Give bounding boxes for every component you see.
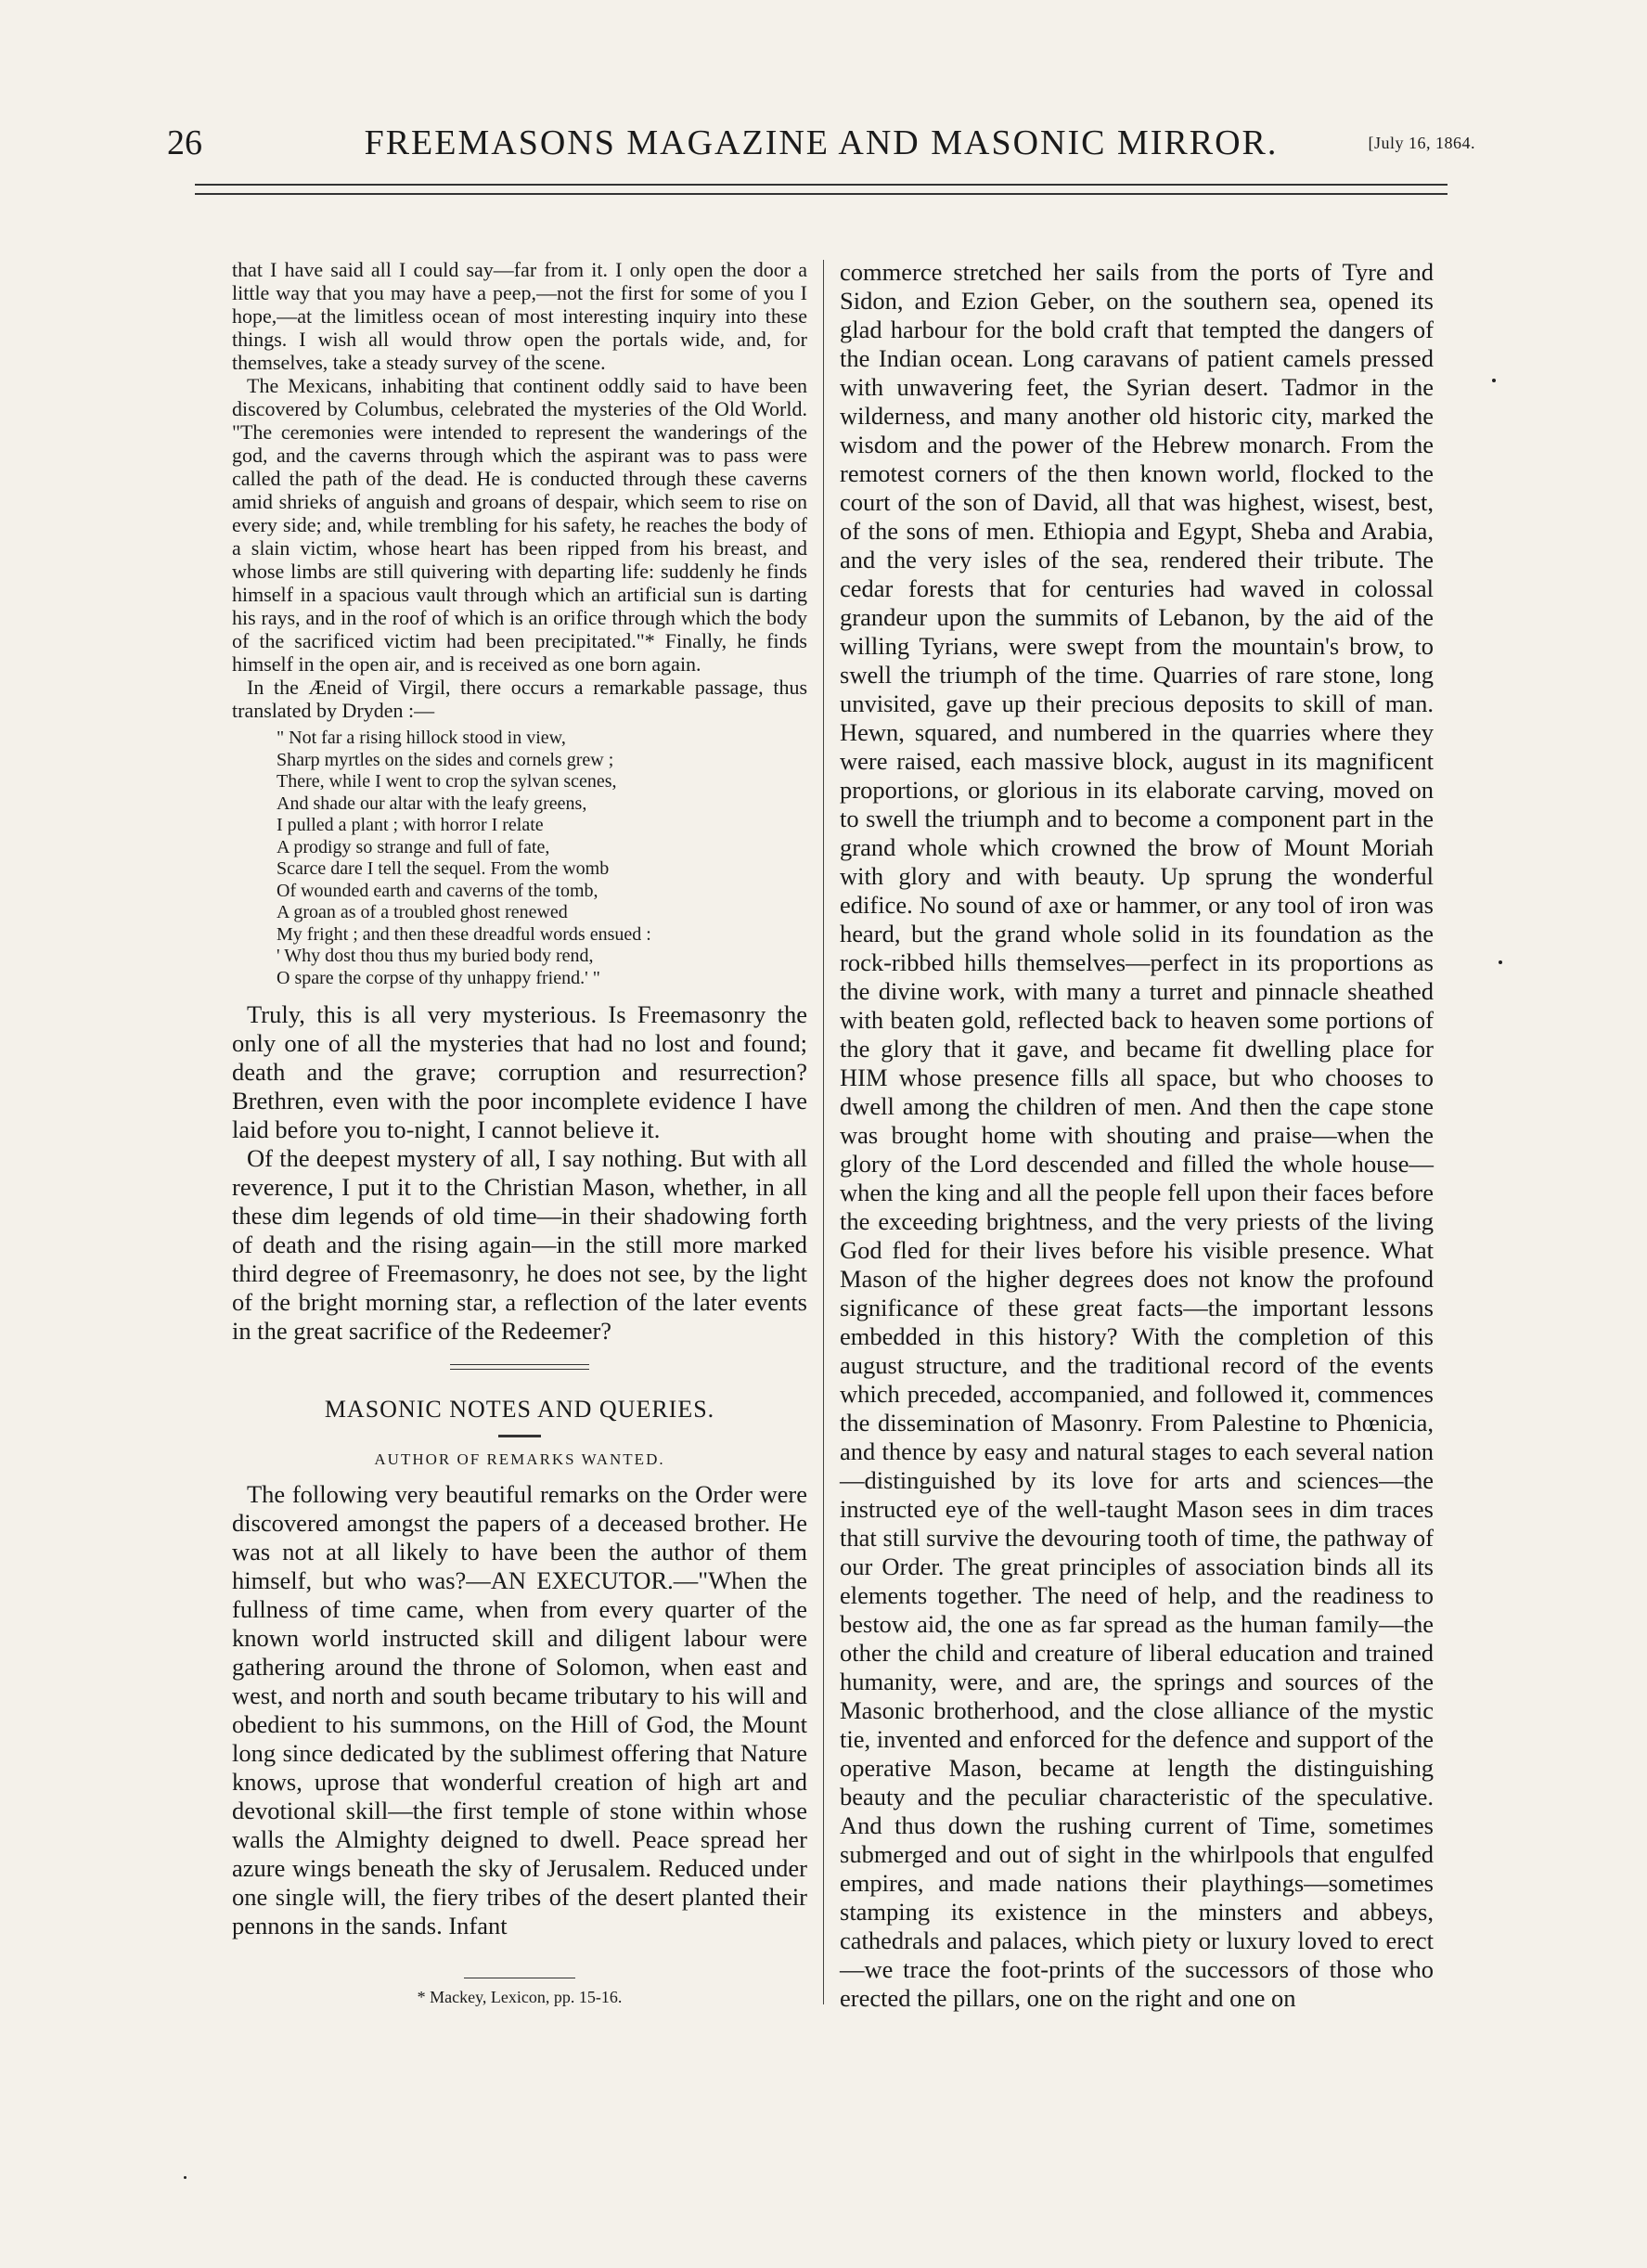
section-title: MASONIC NOTES AND QUERIES. — [324, 1396, 715, 1423]
poem-line: And shade our altar with the leafy greens, — [277, 793, 587, 814]
header-rule-bottom — [195, 193, 1448, 195]
notes-body — [232, 1480, 807, 1940]
paragraph: The Mexicans, inhabiting that continent oddly said to have been discovered by Columbus, celebrated the mysteries of the Old World. "The ceremonies were intended to represent the wanderings of the god, and the caverns through which the aspirant was to pass were called the path of the dead. He is conducted through these caverns amid shrieks of anguish and groans of despair, which seem to rise on every side; and, while trembling for his safety, he reaches the body of a slain victim, whose heart has been ripped from his breast, and whose limbs are still quivering with departing life: suddenly he finds himself in a spacious vault through which an artificial sun is darting his rays, and in the roof of which is an orifice through which the body of the sacrificed victim had been precipitated."* Finally, he finds himself in the open air, and is received as one born again. — [232, 374, 807, 676]
paragraph: that I have said all I could say—far from it. I only open the door a little way that you may have a peep,—not the first for some of you I hope,—at the limitless ocean of most interesting inquiry into these things. I wish all would throw open the portals wide, and, for themselves, take a steady survey of the scene. — [232, 258, 807, 374]
title-rule — [498, 1435, 541, 1437]
poem-line: Scarce dare I tell the sequel. From the womb — [277, 858, 610, 879]
poem-line: My fright ; and then these dreadful words ensued : — [277, 923, 651, 945]
poem-line: O spare the corpse of thy unhappy friend.' " — [277, 967, 600, 988]
article-continuation — [232, 258, 807, 722]
poem-line: There, while I went to crop the sylvan scenes, — [277, 771, 617, 792]
poem-line: Sharp myrtles on the sides and cornels grew ; — [277, 749, 614, 770]
page-number: 26 — [167, 123, 202, 162]
poem-line: Of wounded earth and caverns of the tomb, — [277, 880, 598, 901]
section-subheading: AUTHOR OF REMARKS WANTED. — [374, 1450, 665, 1468]
paragraph: commerce stretched her sails from the ports of Tyre and Sidon, and Ezion Geber, on the southern sea, opened its glad harbour for the bold craft that tempted the dangers of the Indian ocean. Long caravans of patient camels pressed with unwavering feet, the Syrian desert. Tadmor in the wilderness, and many another old historic city, marked the wisdom and the power of the Hebrew monarch. From the remotest corners of the then known world, flocked to the court of the son of David, all that was highest, wisest, best, of the sons of men. Ethiopia and Egypt, Sheba and Arabia, and the very isles of the sea, rendered their tribute. The cedar forests that for centuries had waved in colossal grandeur upon the summits of Lebanon, by the aid of the willing Tyrians, were swept from the mountain's brow, to swell the triumph of the time. Quarries of rare stone, long unvisited, gave up their precious deposits to skill of man. Hewn, squared, and numbered in the quarries where they were raised, each massive block, august in its magnificent proportions, or glorious in its elaborate carving, moved on to swell the triumph and to become a component part in the grand whole which crowned the brow of Mount Moriah with glory and with beauty. Up sprung the wonderful edifice. No sound of axe or hammer, or any tool of iron was heard, but the grand whole solid in its foundation as the rock-ribbed hills themselves—perfect in its proportions as the divine work, with many a turret and pinnacle sheathed with beaten gold, reflected back to heaven some portions of the glory that it gave, and became fit dwelling place for HIM whose presence fills all space, but who chooses to dwell among the children of men. And then the cape stone was brought home with shouting and praise—when the glory of the Lord descended and filled the whole house—when the king and all the people fell upon their faces before the exceeding brightness, and the very priests of the living God fled for their lives before his visible presence. What Mason of the higher degrees does not know the profound significance of these great facts—the important lessons embedded in this history? With the completion of this august structure, and the traditional record of the events which preceded, accompanied, and followed it, commences the dissemination of Masonry. From Palestine to Phœnicia, and thence by easy and natural stages to each several nation—distinguished by its love for arts and sciences—the instructed eye of the well-taught Mason sees in dim traces that still survive the devouring tooth of time, the pathway of our Order. The great principles of association binds all its elements together. The need of help, and the readiness to bestow aid, the one as far spread as the human family—the other the child and creature of liberal education and trained humanity, were, and are, the springs and sources of the Masonic brotherhood, and the close alliance of the mystic tie, invented and enforced for the defence and support of the operative Mason, became at length the distinguishing beauty and the peculiar characteristic of the speculative. And thus down the rushing current of Time, sometimes submerged and out of sight in the whirlpools that engulfed empires, and made nations their playthings—sometimes stamping its existence in the minsters and abbeys, cathedrals and palaces, which piety or luxury loved to erect—we trace the foot-prints of the successors of those who erected the pillars, one on the right and one on — [840, 258, 1434, 2012]
poem-line: A prodigy so strange and full of fate, — [277, 836, 550, 857]
print-speck — [184, 2176, 187, 2179]
column-divider — [823, 260, 824, 2004]
left-column — [232, 258, 807, 2007]
section-divider — [450, 1364, 589, 1370]
issue-date: [July 16, 1864. — [1368, 134, 1475, 152]
poem-line: A groan as of a troubled ghost renewed — [277, 902, 568, 922]
footnote: * Mackey, Lexicon, pp. 15-16. — [417, 1988, 623, 2006]
page-header — [167, 122, 1475, 174]
quoted-poem — [277, 728, 807, 989]
poem-line: ' Why dost thou thus my buried body rend, — [277, 946, 594, 966]
masthead-title: FREEMASONS MAGAZINE AND MASONIC MIRROR. — [364, 123, 1279, 162]
paragraph: Truly, this is all very mysterious. Is Freemasonry the only one of all the mysteries that had no lost and found; death and the grave; corruption and resurrection? Brethren, even with the poor incomplete evidence I have laid before you to-night, I cannot believe it. — [232, 1000, 807, 1143]
poem-line: " Not far a rising hillock stood in view, — [277, 728, 566, 748]
header-rule-top — [195, 184, 1448, 186]
poem-line: I pulled a plant ; with horror I relate — [277, 815, 544, 835]
paragraph: The following very beautiful remarks on the Order were discovered amongst the papers of a deceased brother. He was not at all likely to have been the author of them himself, but who was?—AN EXECUTOR.—"When the fullness of time came, when from every quarter of the known world instructed skill and diligent labour were gathering around the throne of Solomon, when east and west, and north and south became tributary to his will and obedient to his summons, on the Hill of God, the Mount long since dedicated by the sublimest offering that Nature knows, uprose that wonderful creation of high art and devotional skill—the first temple of stone within whose walls the Almighty deigned to dwell. Peace spread her azure wings beneath the sky of Jerusalem. Reduced under one single will, the fiery tribes of the desert planted their pennons in the sands. Infant — [232, 1480, 807, 1939]
paragraph: In the Æneid of Virgil, there occurs a remarkable passage, thus translated by Dryden :— — [232, 676, 807, 722]
print-speck — [1499, 960, 1502, 964]
print-speck — [1492, 379, 1496, 382]
paragraph: Of the deepest mystery of all, I say nothing. But with all reverence, I put it to the Christian Mason, whether, in all these dim legends of old time—in their shadowing forth of death and the rising again—in the still more marked third degree of Freemasonry, he does not see, by the light of the bright morning star, a reflection of the later events in the great sacrifice of the Redeemer? — [232, 1144, 807, 1345]
article-closing — [232, 1000, 807, 1346]
right-column — [840, 258, 1434, 2013]
